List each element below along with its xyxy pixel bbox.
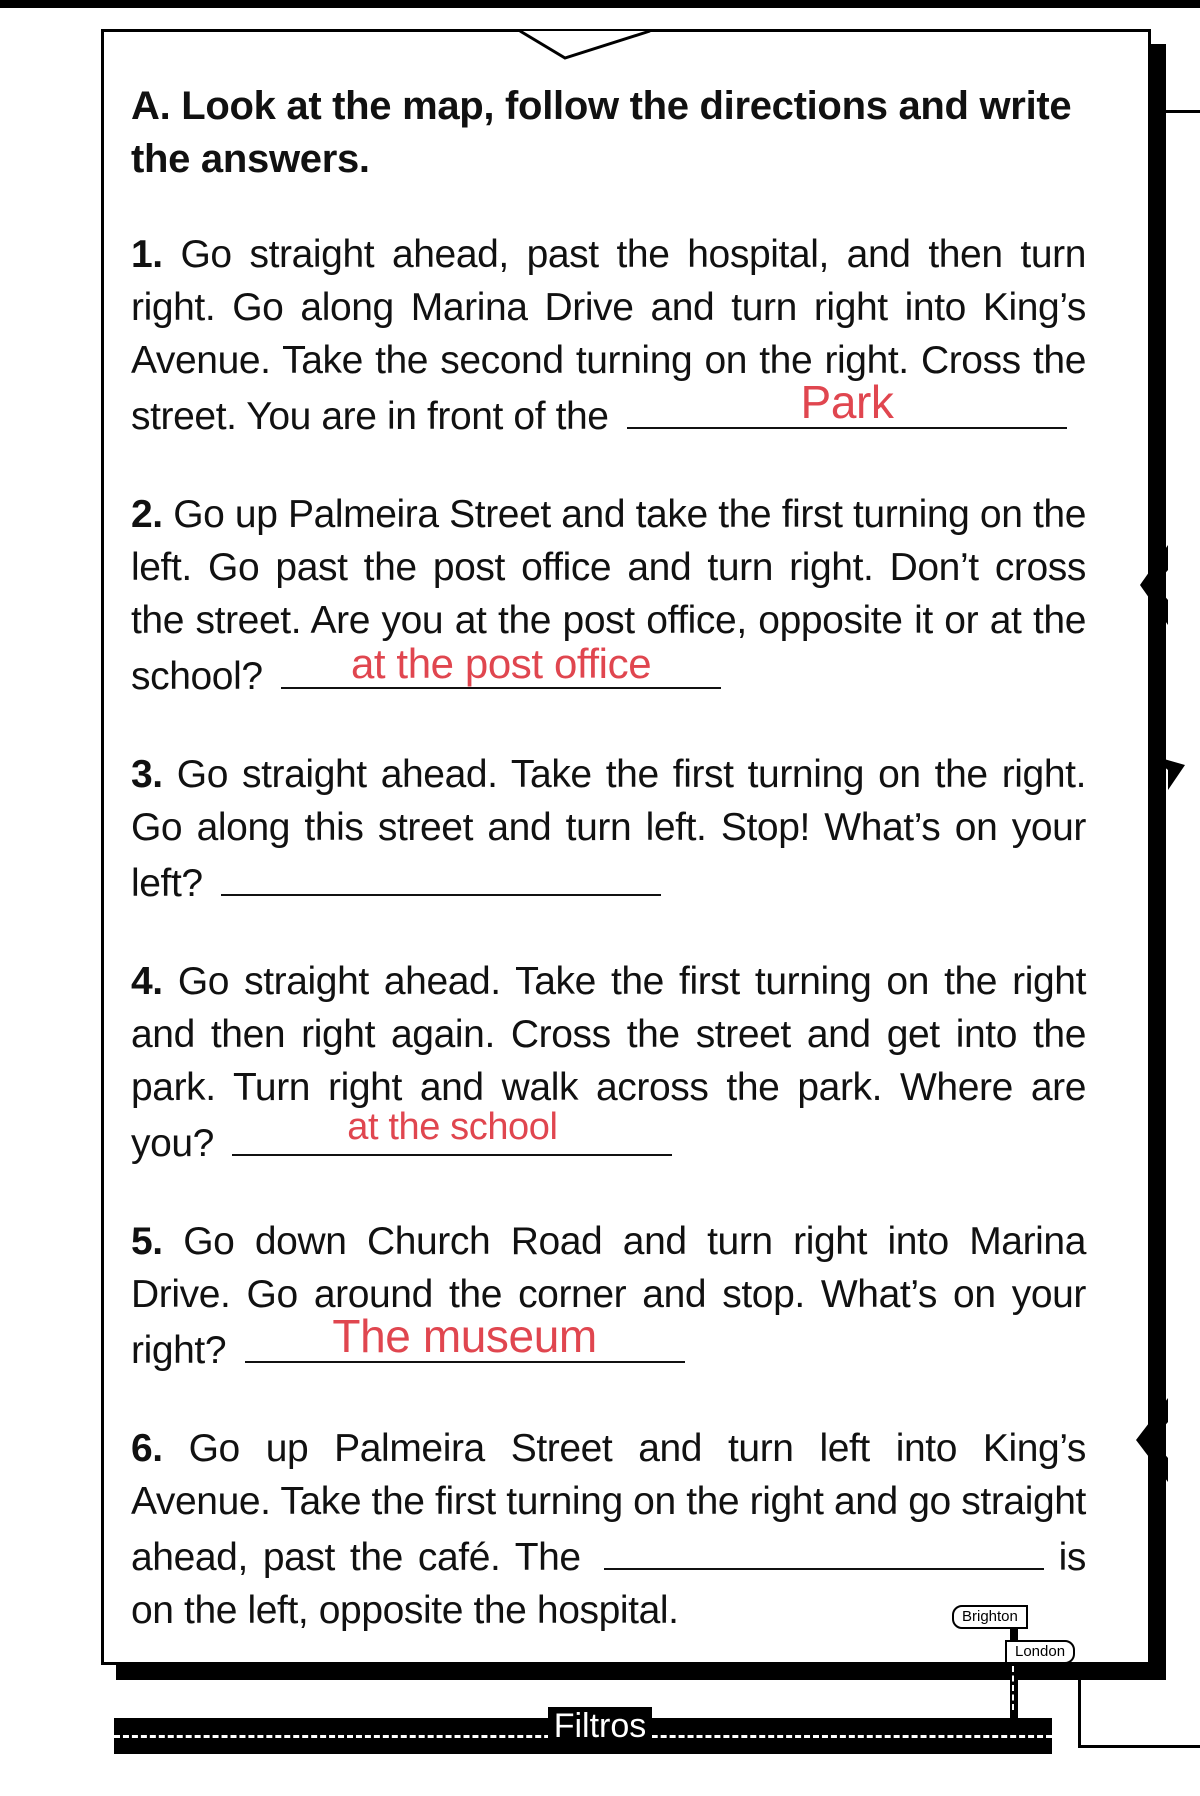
handwritten-answer: at the school (347, 1106, 558, 1148)
question-text-after: is on the left, opposite the hospital. (131, 1536, 1087, 1632)
exercise-heading: A. Look at the map, follow the directions and write the answers. (131, 84, 1072, 181)
handwritten-answer: The museum (332, 1310, 597, 1362)
question-5 (131, 1215, 1086, 1377)
question-3 (131, 748, 1086, 910)
right-edge-line (1165, 110, 1200, 113)
filters-button[interactable] (0, 1706, 1200, 1746)
question-number: 4. (131, 960, 163, 1003)
question-number: 5. (131, 1220, 163, 1263)
signpost-london: London (1005, 1640, 1075, 1664)
question-text: Go straight ahead. Take the first turning on the right. Go along this street and turn left. Stop! What’s on your left? (131, 753, 1087, 905)
answer-blank-3[interactable] (221, 854, 661, 896)
question-number: 2. (131, 493, 163, 536)
answer-blank-5[interactable] (245, 1310, 685, 1363)
handwritten-answer: Park (800, 376, 894, 428)
filters-label: Filtros (548, 1707, 653, 1745)
question-text: Go straight ahead. Take the first turning on the right and then right again. Cross the street and get into the park. Turn right and walk across the park. Where are you? (131, 960, 1087, 1165)
answer-blank-2[interactable] (281, 640, 721, 689)
question-1 (131, 228, 1086, 443)
handwritten-answer: at the post office (350, 640, 652, 687)
question-number: 3. (131, 753, 163, 796)
question-number: 1. (131, 233, 163, 276)
answer-blank-1[interactable] (627, 376, 1067, 429)
signpost-brighton: Brighton (952, 1605, 1028, 1629)
worksheet-content (131, 80, 1086, 1682)
question-number: 6. (131, 1427, 163, 1470)
top-border (0, 0, 1200, 8)
question-text: Go straight ahead, past the hospital, and then turn right. Go along Marina Drive and turn right into King’s Avenue. Take the second turning on the right. Cross the street. You are in front of the (131, 233, 1086, 438)
signpost-pole-dash (1012, 1666, 1018, 1710)
answer-blank-4[interactable] (232, 1106, 672, 1156)
question-text: Go up Palmeira Street and turn left into King’s Avenue. Take the first turning on the right and go straight ahead, past the café. The (131, 1427, 1087, 1579)
answer-blank-6[interactable] (604, 1528, 1044, 1570)
question-text: Go down Church Road and turn right into Marina Drive. Go around the corner and stop. What’s on your right? (131, 1220, 1086, 1372)
question-6 (131, 1422, 1086, 1637)
question-4 (131, 955, 1086, 1170)
question-text: Go up Palmeira Street and take the first turning on the left. Go past the post office and turn right. Don’t cross the street. Are you at the post office, opposite it or at the school? (131, 493, 1086, 698)
question-2 (131, 488, 1086, 703)
